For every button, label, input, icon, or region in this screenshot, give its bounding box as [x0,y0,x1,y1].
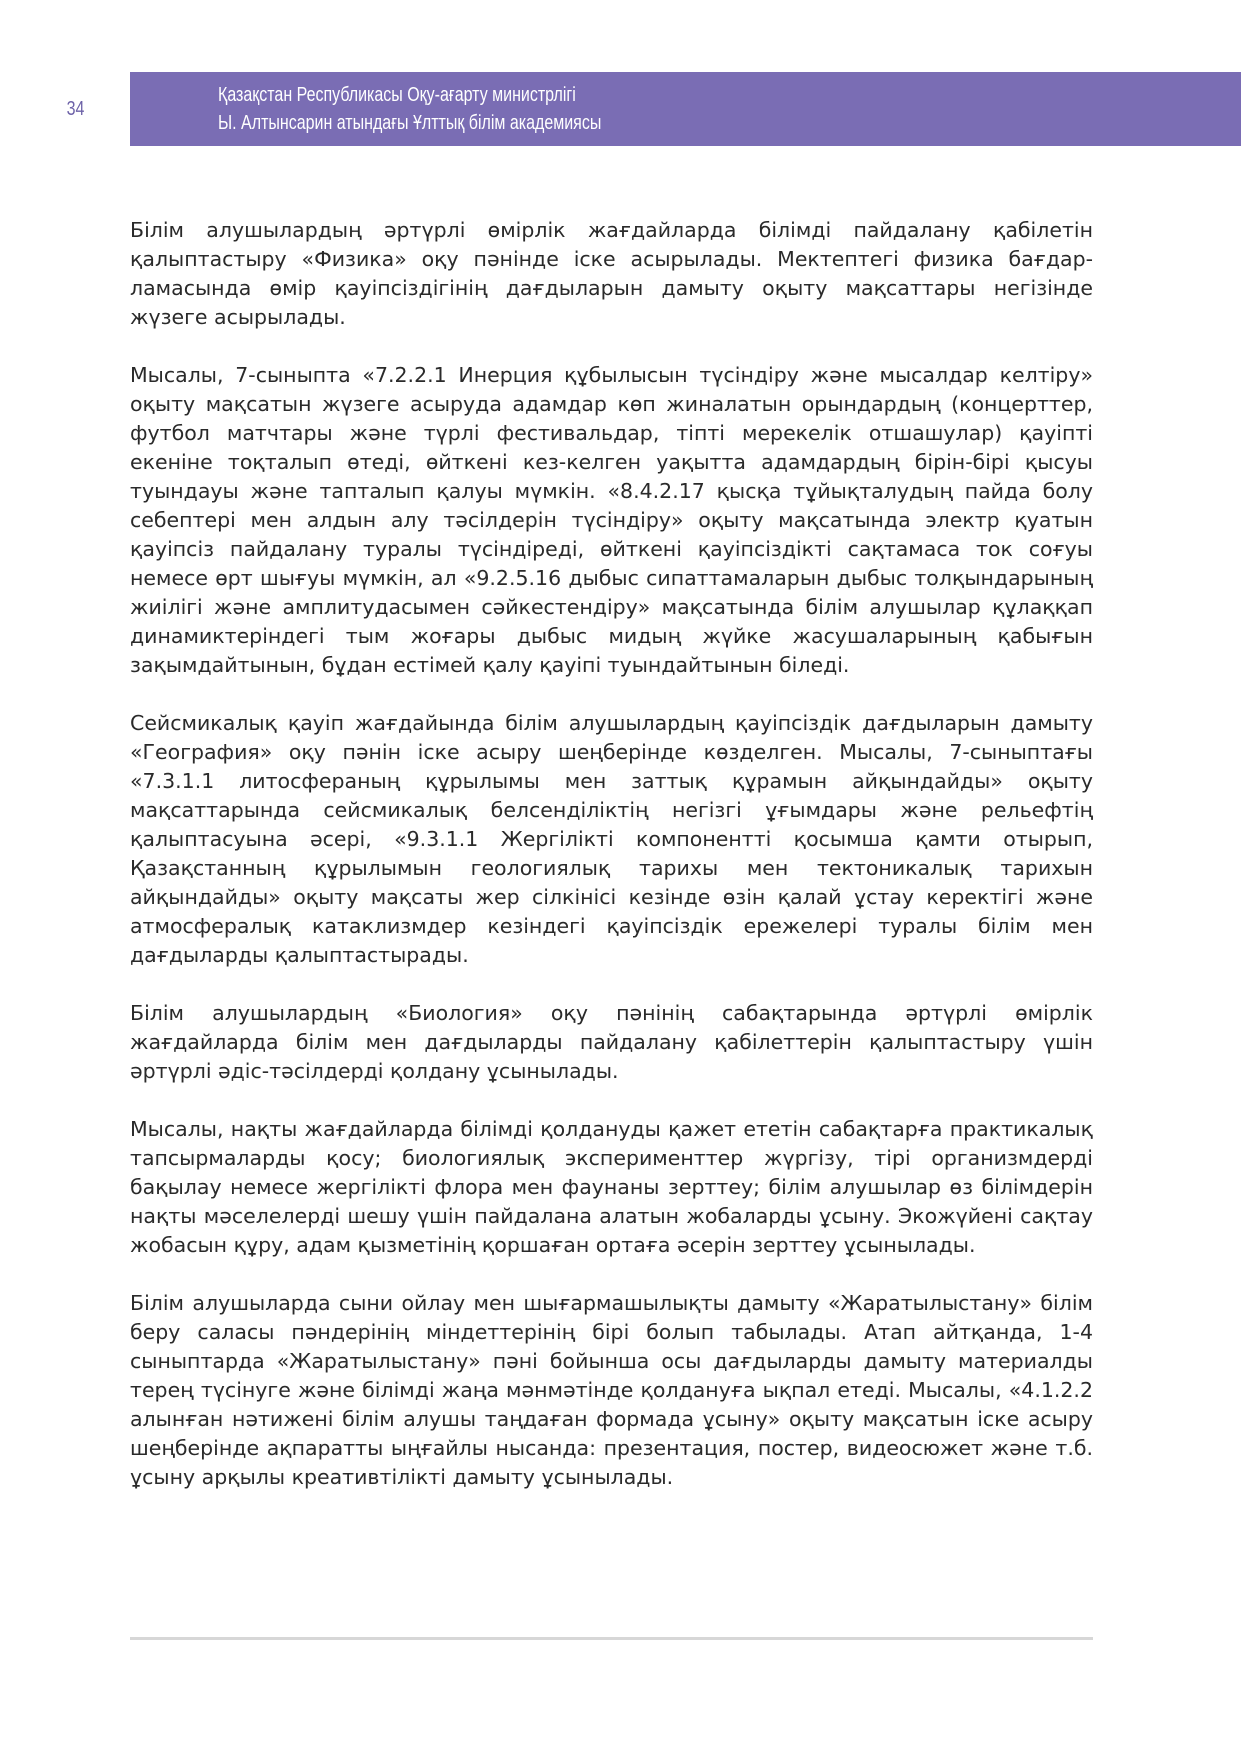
header-ministry: Қазақстан Республикасы Оқу-ағарту министрлігі [218,84,576,106]
paragraph-6: Білім алушыларда сыни ойлау мен шығармашылықты дамыту «Жаратылыстану» білім беру саласы пәндерінің міндеттерінің бірі болып табылады. Атап айтқанда, 1-4 сыныптарда «Жаратылыстану» пәні бойынша осы дағдыларды дамыту материалды терең түсінуге және білімді жаңа мәнмәтінде қолдануға ықпал етеді. Мысалы, «4.1.2.2 алынған нәтижені білім алушы таңдаған формада ұсыну» оқыту мақсатын іске асыру шеңберінде ақпаратты ыңғайлы нысанда: презентация, постер, видеосюжет және т.б. ұсыну арқылы креативтілікті дамыту ұсынылады. [130,1291,1093,1489]
page-number: 34 [66,97,85,120]
paragraph-1: Білім алушылардың әртүрлі өмірлік жағдайларда білімді пайдалану қабілетін қалыптастыру «Физика» оқу пәнінде іске асырылады. Мектептегі физика бағдарламасында өмір қауіпсіздігінің дағдыларын дамыту оқыту мақсаттары негізінде жүзеге асырылады. [130,218,1093,329]
footer-divider [130,1637,1093,1640]
paragraph-5: Мысалы, нақты жағдайларда білімді қолдануды қажет ететін сабақтарға практикалық тапсырмаларды қосу; биологиялық эксперименттер жүргізу, тірі организмдерді бақылау немесе жергілікті флора мен фаунаны зерттеу; білім алушылар өз білімдерін нақты мәселелерді шешу үшін пайдалана алатын жобаларды ұсыну. Экожүйені сақтау жобасын құру, адам қызметінің қоршаған ортаға әсерін зерттеу ұсынылады. [130,1117,1093,1257]
page-header [0,72,1241,146]
body-text [130,216,1093,1521]
page-number-box [0,72,130,146]
paragraph-3: Сейсмикалық қауіп жағдайында білім алушылардың қауіпсіздік дағдыларын дамыту «География» оқу пәнін іске асыру шеңберінде көзделген. Мысалы, 7-сыныптағы «7.3.1.1 литосфераның құрылымы мен заттық құрамын айқындайды» оқыту мақсаттарында сейсмикалық белсенділіктің негізгі ұғымдары және рельефтің қалыптасуына әсері, «9.3.1.1 Жергілікті компонентті қосымша қамти отырып, Қазақстанның құрылымын геологиялық тарихы мен тектоникалық тарихын айқындайды» оқыту мақсаты жер сілкінісі кезінде өзін қалай ұстау керектігі және атмосфералық катаклизмдер кезіндегі қауіпсіздік ережелері туралы білім мен дағдыларды қалыптастырады. [130,711,1093,967]
paragraph-2: Мысалы, 7-сыныпта «7.2.2.1 Инерция құбылысын түсіндіру және мысалдар келтіру» оқыту мақсатын жүзеге асыруда адамдар көп жиналатын орындардың (концерттер, футбол матчтары және түрлі фестивальдар, тіпті мерекелік отшашулар) қауіпті екеніне тоқталып өтеді, өйткені кез-келген уақытта адамдардың бірін-бірі қысуы туындауы және тапталып қалуы мүмкін. «8.4.2.17 қысқа тұйықталудың пайда болу себептері мен алдын алу тәсілдерін түсіндіру» оқыту мақсатында электр қуатын қауіпсіз пайдалану туралы түсіндіреді, өйткені қауіпсіздікті сақтамаса ток соғуы немесе өрт шығуы мүмкін, ал «9.2.5.16 дыбыс сипаттамаларын дыбыс толқындарының жиілігі және амплитудасымен сәйкестендіру» мақсатында білім алушылар құлаққап динамиктеріндегі тым жоғары дыбыс мидың жүйке жасушаларының қабығын зақымдайтынын, бұдан естімей қалу қауіпі туындайтынын біледі. [130,363,1093,677]
header-academy: Ы. Алтынсарин атындағы Ұлттық білім академиясы [218,112,602,134]
header-title [218,81,601,137]
paragraph-4: Білім алушылардың «Биология» оқу пәнінің сабақтарында әртүрлі өмірлік жағдайларда білім мен дағдыларды пайдалану қабілеттерін қалыптастыру үшін әртүрлі әдіс-тәсілдерді қолдану ұсынылады. [130,1001,1093,1083]
